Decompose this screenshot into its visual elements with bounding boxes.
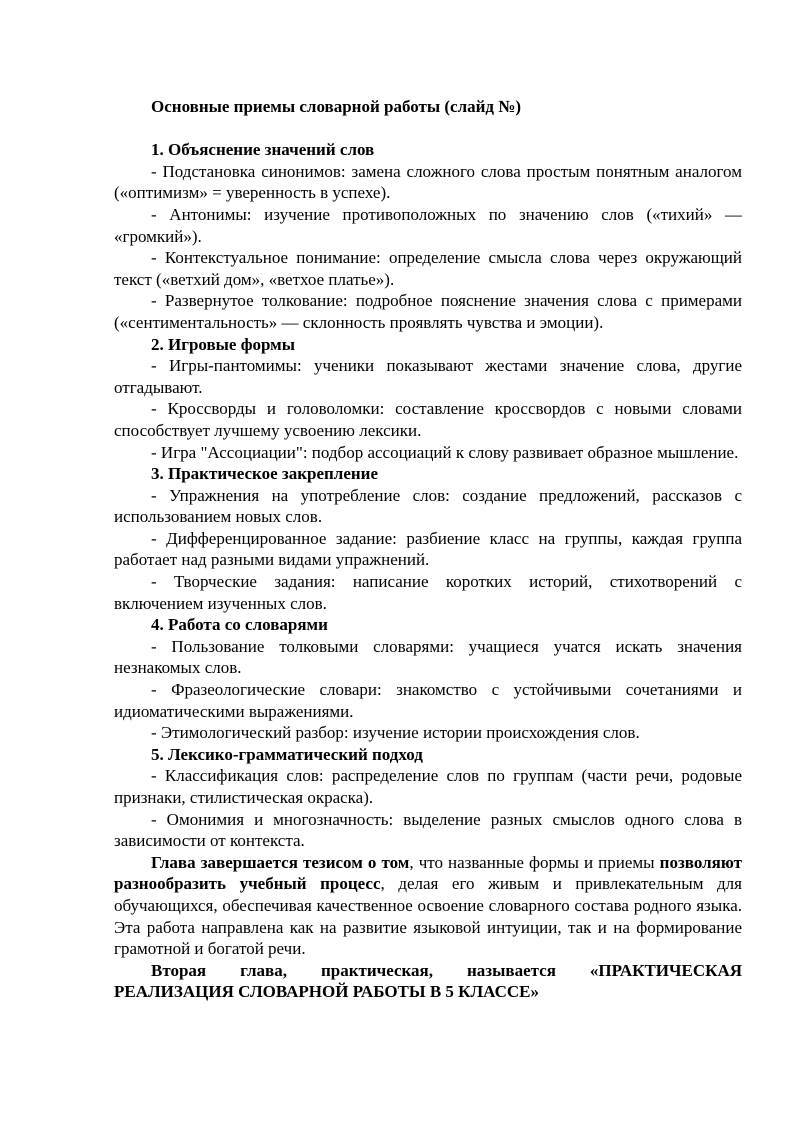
document-body: [114, 96, 742, 1003]
conclusion-text: , что названные формы и приемы: [409, 852, 660, 872]
conclusion-bold-lead: Глава завершается тезисом о том: [151, 852, 410, 872]
section-item: - Дифференцированное задание: разбиение класс на группы, каждая группа работает над разными видами упражнений.: [114, 528, 742, 570]
section-item: - Омонимия и многозначность: выделение разных смыслов одного слова в зависимости от контекста.: [114, 809, 742, 851]
document-title: Основные приемы словарной работы (слайд №): [151, 97, 522, 116]
section-item: - Игра "Ассоциации": подбор ассоциаций к слову развивает образное мышление.: [151, 442, 739, 462]
section-item: - Классификация слов: распределение слов по группам (части речи, родовые признаки, стилистическая окраска).: [114, 766, 742, 807]
section-item: - Контекстуальное понимание: определение смысла слова через окружающий текст («ветхий дом», «ветхое платье»).: [114, 248, 742, 289]
section-item: - Пользование толковыми словарями: учащиеся учатся искать значения незнакомых слов.: [114, 636, 742, 678]
section-item: - Кроссворды и головоломки: составление кроссвордов с новыми словами способствует лучшему усвоению лексики.: [114, 399, 742, 440]
section-heading: 2. Игровые формы: [151, 334, 296, 354]
section-item: - Фразеологические словари: знакомство с устойчивыми сочетаниями и идиоматическими выражениями.: [114, 680, 742, 721]
conclusion-paragraph: [114, 852, 742, 960]
section-dictionaries: [114, 614, 742, 744]
section-games: [114, 334, 742, 464]
section-explanation: [114, 139, 742, 333]
next-chapter-paragraph: Вторая глава, практическая, называется «ПРАКТИЧЕСКАЯ РЕАЛИЗАЦИЯ СЛОВАРНОЙ РАБОТЫ В 5 КЛАССЕ»: [114, 960, 742, 1002]
section-item: - Антонимы: изучение противоположных по значению слов («тихий» — «громкий»).: [114, 204, 742, 246]
section-heading: 3. Практическое закрепление: [151, 464, 379, 484]
section-item: - Игры-пантомимы: ученики показывают жестами значение слова, другие отгадывают.: [114, 356, 742, 397]
section-heading: 5. Лексико-грамматический подход: [151, 744, 423, 764]
section-heading: 4. Работа со словарями: [151, 615, 328, 635]
section-item: - Этимологический разбор: изучение истории происхождения слов.: [151, 723, 640, 743]
conclusion-bold-claim: позволяют разнообразить учебный процесс: [114, 852, 742, 894]
section-item: - Творческие задания: написание коротких историй, стихотворений с включением изученных слов.: [114, 572, 742, 613]
section-item: - Упражнения на употребление слов: создание предложений, рассказов с использованием новых слов.: [114, 485, 742, 527]
section-heading: 1. Объяснение значений слов: [151, 140, 375, 160]
conclusion-text: , делая его живым и привлекательным для обучающихся, обеспечивая качественное освоение словарного состава родного языка. Эта работа направлена как на развитие языковой интуиции, так и на формирование грамотной и богатой речи.: [114, 874, 742, 959]
section-practice: [114, 463, 742, 614]
section-lexical-grammar: [114, 744, 742, 852]
section-item: - Подстановка синонимов: замена сложного слова простым понятным аналогом («оптимизм» = уверенность в успехе).: [114, 161, 742, 203]
section-item: - Развернутое толкование: подробное пояснение значения слова с примерами («сентиментальность» — склонность проявлять чувства и эмоции).: [114, 291, 742, 332]
